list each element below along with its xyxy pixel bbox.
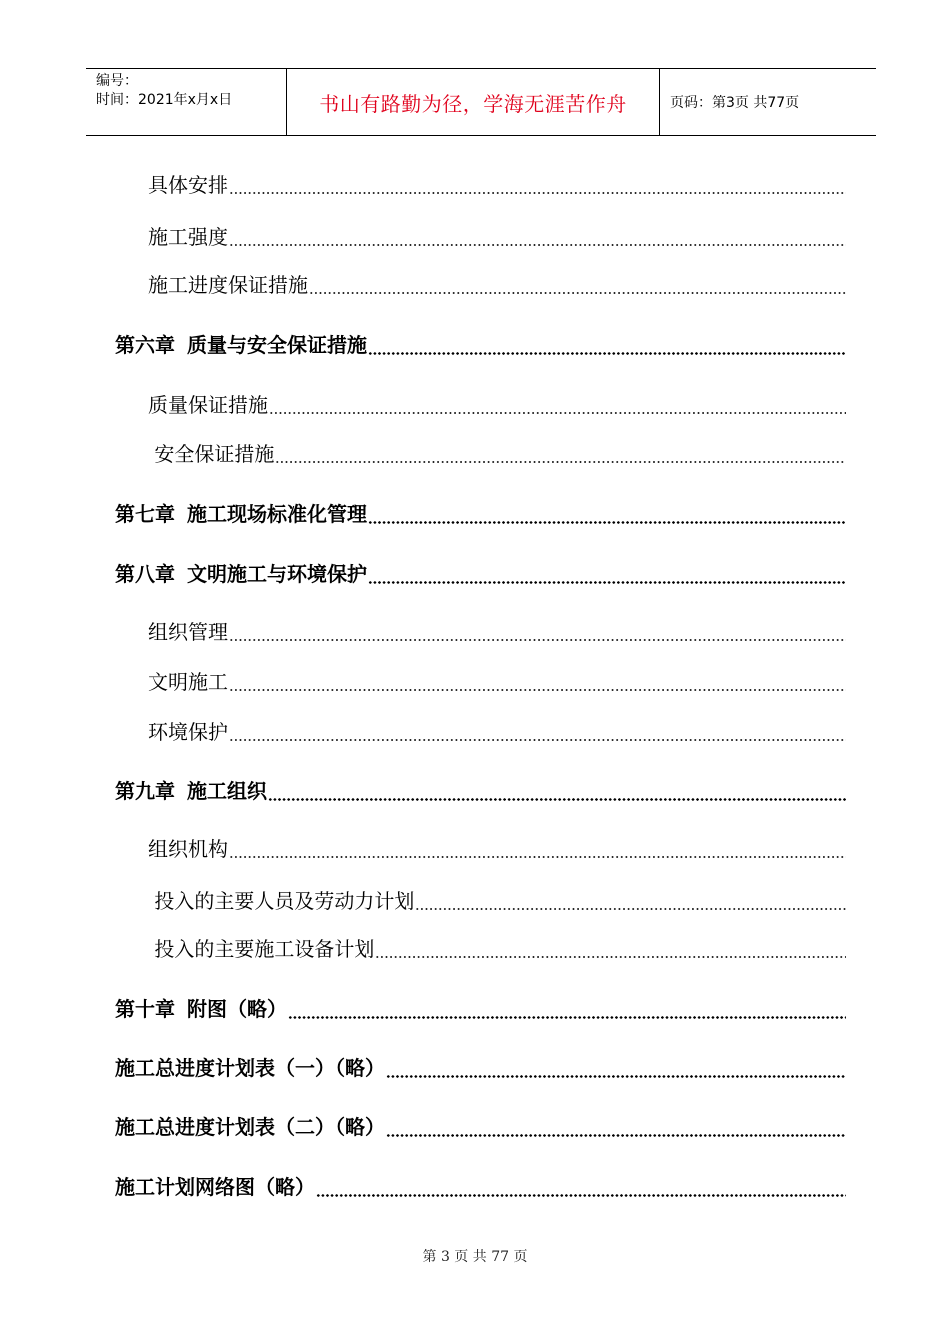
toc-entry-label xyxy=(115,996,287,1022)
toc-entry-label xyxy=(115,561,367,587)
toc-section-entry[interactable] xyxy=(148,268,846,298)
toc-chapter-number: 第六章 xyxy=(115,333,175,357)
toc-section-entry[interactable] xyxy=(148,168,846,198)
toc-dot-leader xyxy=(229,739,846,741)
toc-dot-leader xyxy=(275,461,846,463)
toc-dot-leader xyxy=(386,1075,846,1078)
serial-number-label: 编号： xyxy=(96,73,138,89)
toc-dot-leader xyxy=(415,908,846,910)
toc-entry-label xyxy=(148,888,414,914)
toc-entry-title: 组织管理 xyxy=(148,620,228,644)
toc-dot-leader xyxy=(368,521,846,524)
toc-entry-label xyxy=(148,936,374,962)
toc-entry-label xyxy=(148,719,228,745)
toc-entry-title: 文明施工与环境保护 xyxy=(187,562,367,586)
toc-entry-title: 投入的主要人员及劳动力计划 xyxy=(148,889,415,913)
header-meta xyxy=(86,69,287,135)
toc-entry-label xyxy=(115,778,267,804)
toc-section-entry[interactable] xyxy=(148,832,846,862)
toc-dot-leader xyxy=(375,956,846,958)
toc-chapter-number: 第八章 xyxy=(115,562,175,586)
toc-section-entry[interactable] xyxy=(148,932,846,962)
toc-dot-leader xyxy=(288,1016,846,1019)
toc-entry-title: 施工总进度计划表（一）（略） xyxy=(115,1056,385,1080)
toc-entry-label xyxy=(115,1114,385,1140)
toc-section-entry[interactable] xyxy=(148,220,846,250)
toc-entry-label xyxy=(148,392,268,418)
toc-dot-leader xyxy=(386,1134,846,1137)
toc-dot-leader xyxy=(229,192,846,194)
toc-chapter-entry[interactable] xyxy=(115,328,846,358)
toc-entry-label xyxy=(148,272,308,298)
toc-entry-label xyxy=(148,441,274,467)
toc-chapter-entry[interactable] xyxy=(115,1170,846,1200)
toc-entry-title: 具体安排 xyxy=(148,173,228,197)
toc-entry-label xyxy=(115,332,367,358)
toc-entry-title: 施工现场标准化管理 xyxy=(187,502,367,526)
toc-entry-title: 文明施工 xyxy=(148,670,228,694)
toc-entry-title: 环境保护 xyxy=(148,720,228,744)
toc-entry-title: 质量保证措施 xyxy=(148,393,268,417)
toc-chapter-entry[interactable] xyxy=(115,1051,846,1081)
toc-section-entry[interactable] xyxy=(148,665,846,695)
toc-section-entry[interactable] xyxy=(148,437,846,467)
toc-entry-title: 投入的主要施工设备计划 xyxy=(148,937,375,961)
toc-entry-title: 施工强度 xyxy=(148,225,228,249)
toc-entry-title: 组织机构 xyxy=(148,837,228,861)
toc-chapter-number: 第九章 xyxy=(115,779,175,803)
toc-chapter-entry[interactable] xyxy=(115,1110,846,1140)
toc-chapter-entry[interactable] xyxy=(115,557,846,587)
toc-dot-leader xyxy=(268,798,846,801)
toc-entry-title: 施工组织 xyxy=(187,779,267,803)
header-page-info: 页码：第3页 共77页 xyxy=(670,95,800,111)
toc-dot-leader xyxy=(316,1194,846,1197)
toc-chapter-number: 第七章 xyxy=(115,502,175,526)
toc-entry-label xyxy=(148,619,228,645)
toc-entry-label xyxy=(148,836,228,862)
toc-entry-title: 施工总进度计划表（二）（略） xyxy=(115,1115,385,1139)
toc-section-entry[interactable] xyxy=(148,388,846,418)
toc-dot-leader xyxy=(229,244,846,246)
toc-chapter-entry[interactable] xyxy=(115,774,846,804)
header-motto: 书山有路勤为径，学海无涯苦作舟 xyxy=(287,69,660,135)
toc-entry-label xyxy=(115,1174,315,1200)
toc-entry-label xyxy=(148,669,228,695)
toc-dot-leader xyxy=(229,689,846,691)
toc-section-entry[interactable] xyxy=(148,884,846,914)
toc-dot-leader xyxy=(309,292,846,294)
toc-dot-leader xyxy=(368,352,846,355)
toc-entry-label xyxy=(115,501,367,527)
toc-entry-label xyxy=(148,224,228,250)
toc-entry-title: 施工进度保证措施 xyxy=(148,273,308,297)
toc-dot-leader xyxy=(368,581,846,584)
toc-entry-title: 施工计划网络图（略） xyxy=(115,1175,315,1199)
toc-entry-title: 安全保证措施 xyxy=(148,442,275,466)
toc-entry-label xyxy=(148,172,228,198)
page-footer: 第 3 页 共 77 页 xyxy=(422,1249,528,1265)
toc-section-entry[interactable] xyxy=(148,615,846,645)
toc-section-entry[interactable] xyxy=(148,715,846,745)
toc-dot-leader xyxy=(229,856,846,858)
toc-dot-leader xyxy=(269,412,846,414)
toc-entry-title: 质量与安全保证措施 xyxy=(187,333,367,357)
toc-entry-label xyxy=(115,1055,385,1081)
page-header xyxy=(86,68,876,136)
toc-chapter-entry[interactable] xyxy=(115,497,846,527)
toc-entry-title: 附图（略） xyxy=(187,997,287,1021)
toc-chapter-number: 第十章 xyxy=(115,997,175,1021)
toc-chapter-entry[interactable] xyxy=(115,992,846,1022)
date-label: 时间：2021年x月x日 xyxy=(96,92,233,108)
toc-dot-leader xyxy=(229,639,846,641)
